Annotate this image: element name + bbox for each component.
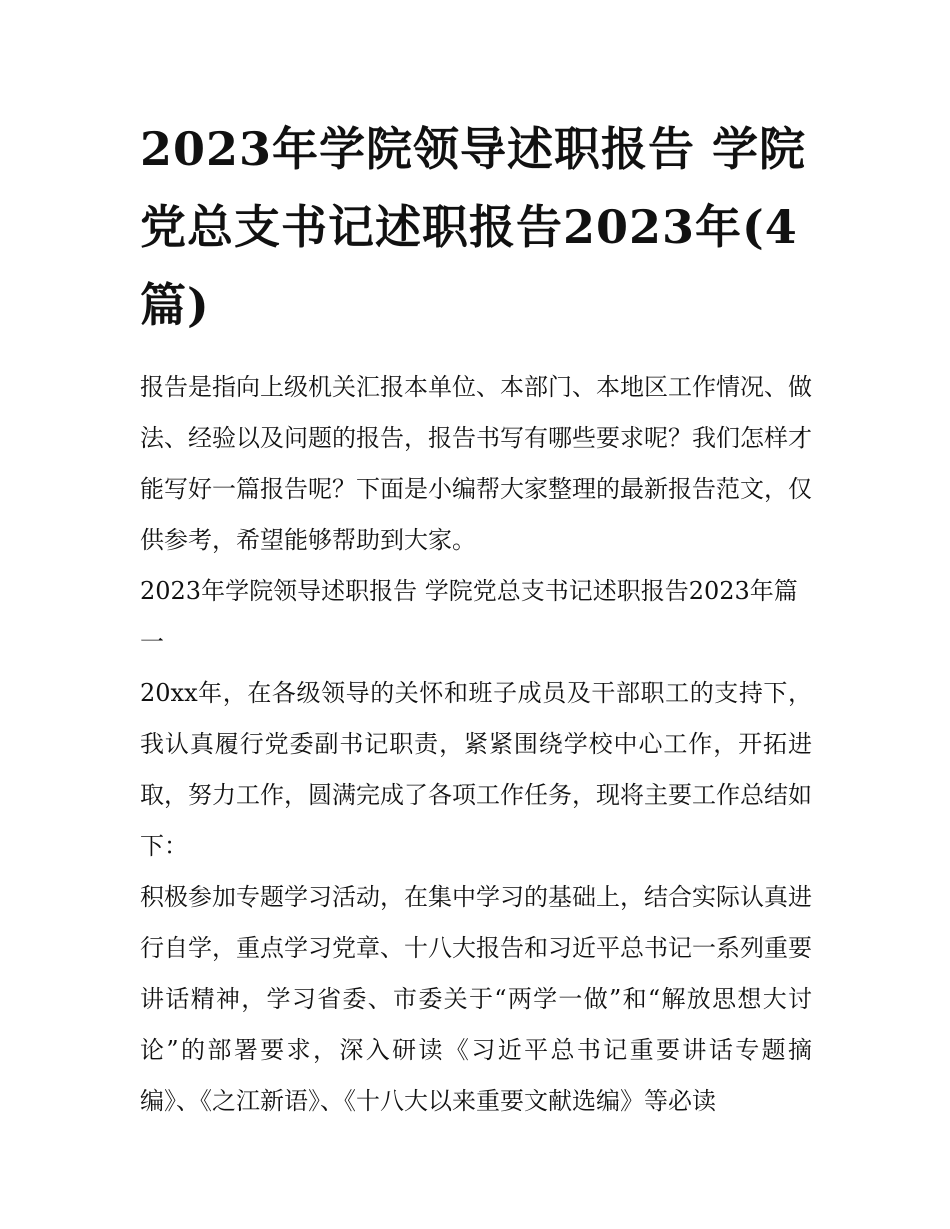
document-body [140, 110, 812, 1127]
intro-paragraph: 报告是指向上级机关汇报本单位、本部门、本地区工作情况、做法、经验以及问题的报告，报告书写有哪些要求呢？我们怎样才能写好一篇报告呢？下面是小编帮大家整理的最新报告范文，仅供参考，希望能够帮助到大家。 [140, 373, 812, 554]
body-paragraph-1: 20xx年，在各级领导的关怀和班子成员及干部职工的支持下，我认真履行党委副书记职责，紧紧围绕学校中心工作，开拓进取，努力工作，圆满完成了各项工作任务，现将主要工作总结如下： [140, 679, 812, 860]
document-title: 2023年学院领导述职报告 学院党总支书记述职报告2023年(4篇) [140, 122, 807, 332]
section-heading: 2023年学院领导述职报告 学院党总支书记述职报告2023年篇一 [140, 577, 798, 656]
body-paragraph-2: 积极参加专题学习活动，在集中学习的基础上，结合实际认真进行自学，重点学习党章、十八大报告和习近平总书记一系列重要讲话精神，学习省委、市委关于“两学一做”和“解放思想大讨论”的部署要求，深入研读《习近平总书记重要讲话专题摘编》、《之江新语》、《十八大以来重要文献选编》等必读 [140, 883, 812, 1115]
